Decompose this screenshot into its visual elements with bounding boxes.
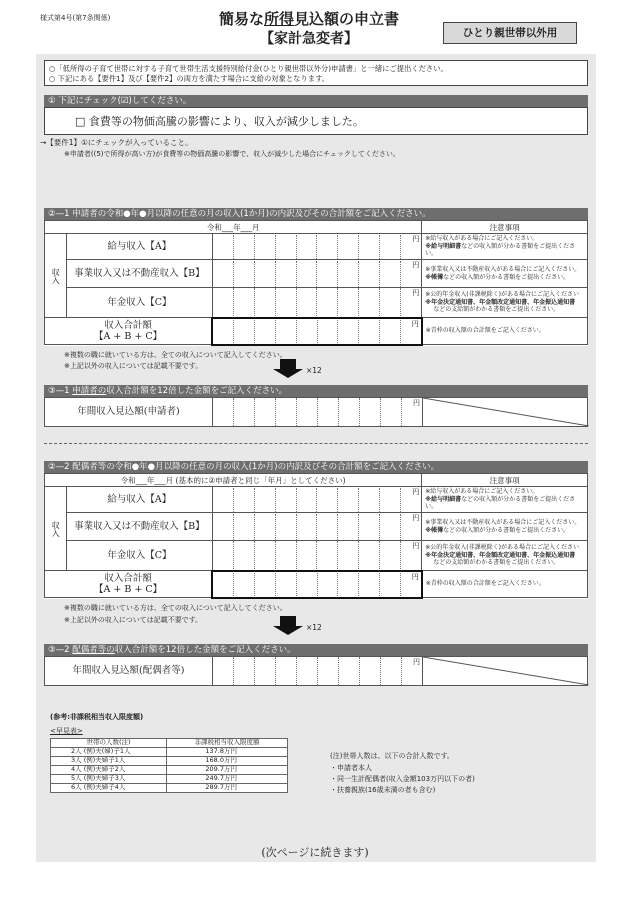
period-2-2: 令和___年___月 (基本的に②申請者と同じ「年月」としてください)	[120, 475, 346, 485]
table-row: 3人 (例)夫婦子1人 168.0万円	[51, 757, 288, 766]
income-side-label-2: 収入	[51, 520, 61, 537]
intro-line-1: ○「低所得の子育て世帯に対する子育て世帯生活支援特別給付金(ひとり親世帯以外分)申請書」と一緒にご提出ください。	[49, 64, 448, 73]
section-2-1-header: ②—1 申請者の令和●年●月以降の任意の月の収入(1か月)の内訳及びその合計額をご記入ください。	[44, 208, 588, 220]
spouse-pension-label: 年金収入【C】	[107, 549, 172, 561]
requirement-1-note: →【要件1】①にチェックが入っていること。	[40, 138, 193, 147]
section-3-1-header: ③—1 申請者の収入合計額を12倍した金額をご記入ください。	[44, 385, 588, 397]
business-amount-input[interactable]: 円	[212, 260, 422, 288]
continue-next-page: (次ページに続きます)	[261, 846, 369, 859]
annual-income-applicant-input[interactable]: 円	[213, 398, 423, 426]
section-3-2-header: ③—2 配偶者等の収入合計額を12倍した金額をご記入ください。	[44, 644, 588, 656]
salary-label: 給与収入【A】	[107, 240, 172, 252]
spouse-salary-label: 給与収入【A】	[107, 493, 172, 505]
annual-income-applicant-row	[44, 397, 588, 427]
section-2-2-table: 令和___年___月 (基本的に②申請者と同じ「年月」としてください) 注意事項 収入 給与収入【A】 円 ※給与収入がある場合にご記入ください。 ※給与明細書などの収入額が分かる書類をご提出ください。 事業収入又は不動産収入【B】 円 ※事業収入又は不動産収入がある場合にご記入ください。 ※帳簿などの収入額が分かる書類をご提出ください。 年金収入【C】 円 ※公的年金収入(非課税除く)がある場合にご記入ください ※年金決定通知書、年金額改定通知書、年金振込通知書 などの支給額がわかる書類をご提出ください。 収入合計額 【A + B + C】 円 ※青枠の収入額の合計額をご記入ください。	[44, 473, 588, 599]
section-1-checkbox-box[interactable]	[44, 107, 588, 135]
notes-header-2-1: 注意事項	[489, 222, 520, 232]
reference-table	[50, 738, 288, 793]
table-row: 5人 (例)夫婦子3人 249.7万円	[51, 775, 288, 784]
diagonal-slash	[423, 398, 589, 426]
total-label-2-1: 収入合計額	[104, 320, 152, 331]
total-amount-input-2-1[interactable]: 円	[212, 318, 422, 345]
total-amount-input-2-2[interactable]: 円	[212, 571, 422, 598]
table-row: 2人 (例)夫(婦)子1人 137.8万円	[51, 748, 288, 757]
household-note-3: ・扶養親族(16歳未満の者も含む)	[330, 786, 436, 794]
salary-amount-input[interactable]: 円	[212, 234, 422, 260]
annual-income-spouse-label: 年間収入見込額(配偶者等)	[45, 657, 213, 685]
multiplier-2-1: ×12	[306, 366, 322, 375]
household-note-1: ・申請者本人	[330, 764, 372, 772]
reference-subtitle: <早見表>	[50, 727, 83, 735]
section-1-header: ① 下記にチェック(☑)してください。	[44, 95, 588, 107]
business-income-label: 事業収入又は不動産収入【B】	[74, 267, 205, 279]
spouse-pension-amount-input[interactable]: 円	[212, 541, 422, 571]
annual-income-spouse-row	[44, 656, 588, 686]
down-arrow-stem-2	[280, 616, 296, 626]
requirement-1-sub: ※申請者((5)で所得が高い方)が食費等の物価高騰の影響で、収入が減少した場合にチェックしてください。	[64, 150, 400, 158]
footnote-2-2-a: ※複数の職に就いている方は、全ての収入について記入してください。	[64, 604, 287, 612]
dashed-separator	[44, 443, 588, 444]
multiplier-2-2: ×12	[306, 623, 322, 632]
footnote-2-1-b: ※上記以外の収入については記載不要です。	[64, 362, 203, 370]
pension-label: 年金収入【C】	[107, 296, 172, 308]
section-2-2-header: ②—2 配偶者等の令和●年●月以降の任意の月の収入(1か月)の内訳及びその合計額をご記入ください。	[44, 461, 588, 473]
spouse-business-amount-input[interactable]: 円	[212, 513, 422, 541]
impact-checkbox-label[interactable]: □ 食費等の物価高騰の影響により、収入が減少しました。	[75, 115, 364, 128]
total-label-2-2: 収入合計額	[104, 573, 152, 584]
period-2-1: 令和___年___月	[206, 222, 260, 232]
intro-line-2: ○ 下記にある【要件1】及び【要件2】の両方を満たす場合に支給の対象となります。	[49, 74, 330, 83]
table-row: 4人 (例)夫婦子2人 209.7万円	[51, 766, 288, 775]
household-note-title: (注)世帯人数は、以下の合計人数です。	[330, 752, 454, 760]
spouse-business-income-label: 事業収入又は不動産収入【B】	[74, 520, 205, 532]
ref-col-limit: 非課税相当収入限度額	[194, 738, 260, 747]
annual-income-applicant-label: 年間収入見込額(申請者)	[45, 398, 213, 426]
reference-title: (参考:非課税相当収入限度額)	[50, 713, 144, 721]
table-row: 6人 (例)夫婦子4人 289.7万円	[51, 784, 288, 793]
income-side-label: 収入	[51, 267, 61, 284]
form-subtitle: 【家計急変者】	[260, 31, 358, 47]
section-2-1-table: 令和___年___月 注意事項 収入 給与収入【A】 円 ※給与収入がある場合にご記入ください。 ※給与明細書などの収入額が分かる書類をご提出ください。 事業収入又は不動産収入【B】 円 ※事業収入又は不動産収入がある場合にご記入ください。 ※帳簿などの収入額が分かる書類をご提出ください。 年金収入【C】 円 ※公的年金収入(非課税除く)がある場合にご記入ください ※年金決定通知書、年金額改定通知書、年金振込通知書 などの支給額がわかる書類をご提出ください。 収入合計額 【A + B + C】 円 ※青枠の収入額の合計額をご記入ください。	[44, 220, 588, 346]
down-arrow-stem	[280, 359, 296, 369]
footnote-2-1-a: ※複数の職に就いている方は、全ての収入について記入してください。	[64, 351, 287, 359]
form-title: 簡易な所得見込額の申立書	[218, 10, 400, 28]
spouse-salary-amount-input[interactable]: 円	[212, 487, 422, 513]
notes-header-2-2: 注意事項	[489, 475, 520, 485]
pension-amount-input[interactable]: 円	[212, 288, 422, 318]
form-number: 様式第4号(第7条関係)	[40, 14, 111, 22]
down-arrow-icon-2	[273, 626, 303, 635]
footnote-2-2-b: ※上記以外の収入については記載不要です。	[64, 616, 203, 624]
down-arrow-icon	[273, 369, 303, 378]
household-note-2: ・同一生計配偶者(収入金額103万円以下の者)	[330, 775, 475, 783]
ref-col-people: 世帯の人数(注)	[86, 738, 131, 747]
diagonal-slash-2	[423, 657, 589, 685]
intro-box	[44, 60, 588, 86]
annual-income-spouse-input[interactable]: 円	[213, 657, 423, 685]
target-badge: ひとり親世帯以外用	[443, 22, 577, 44]
